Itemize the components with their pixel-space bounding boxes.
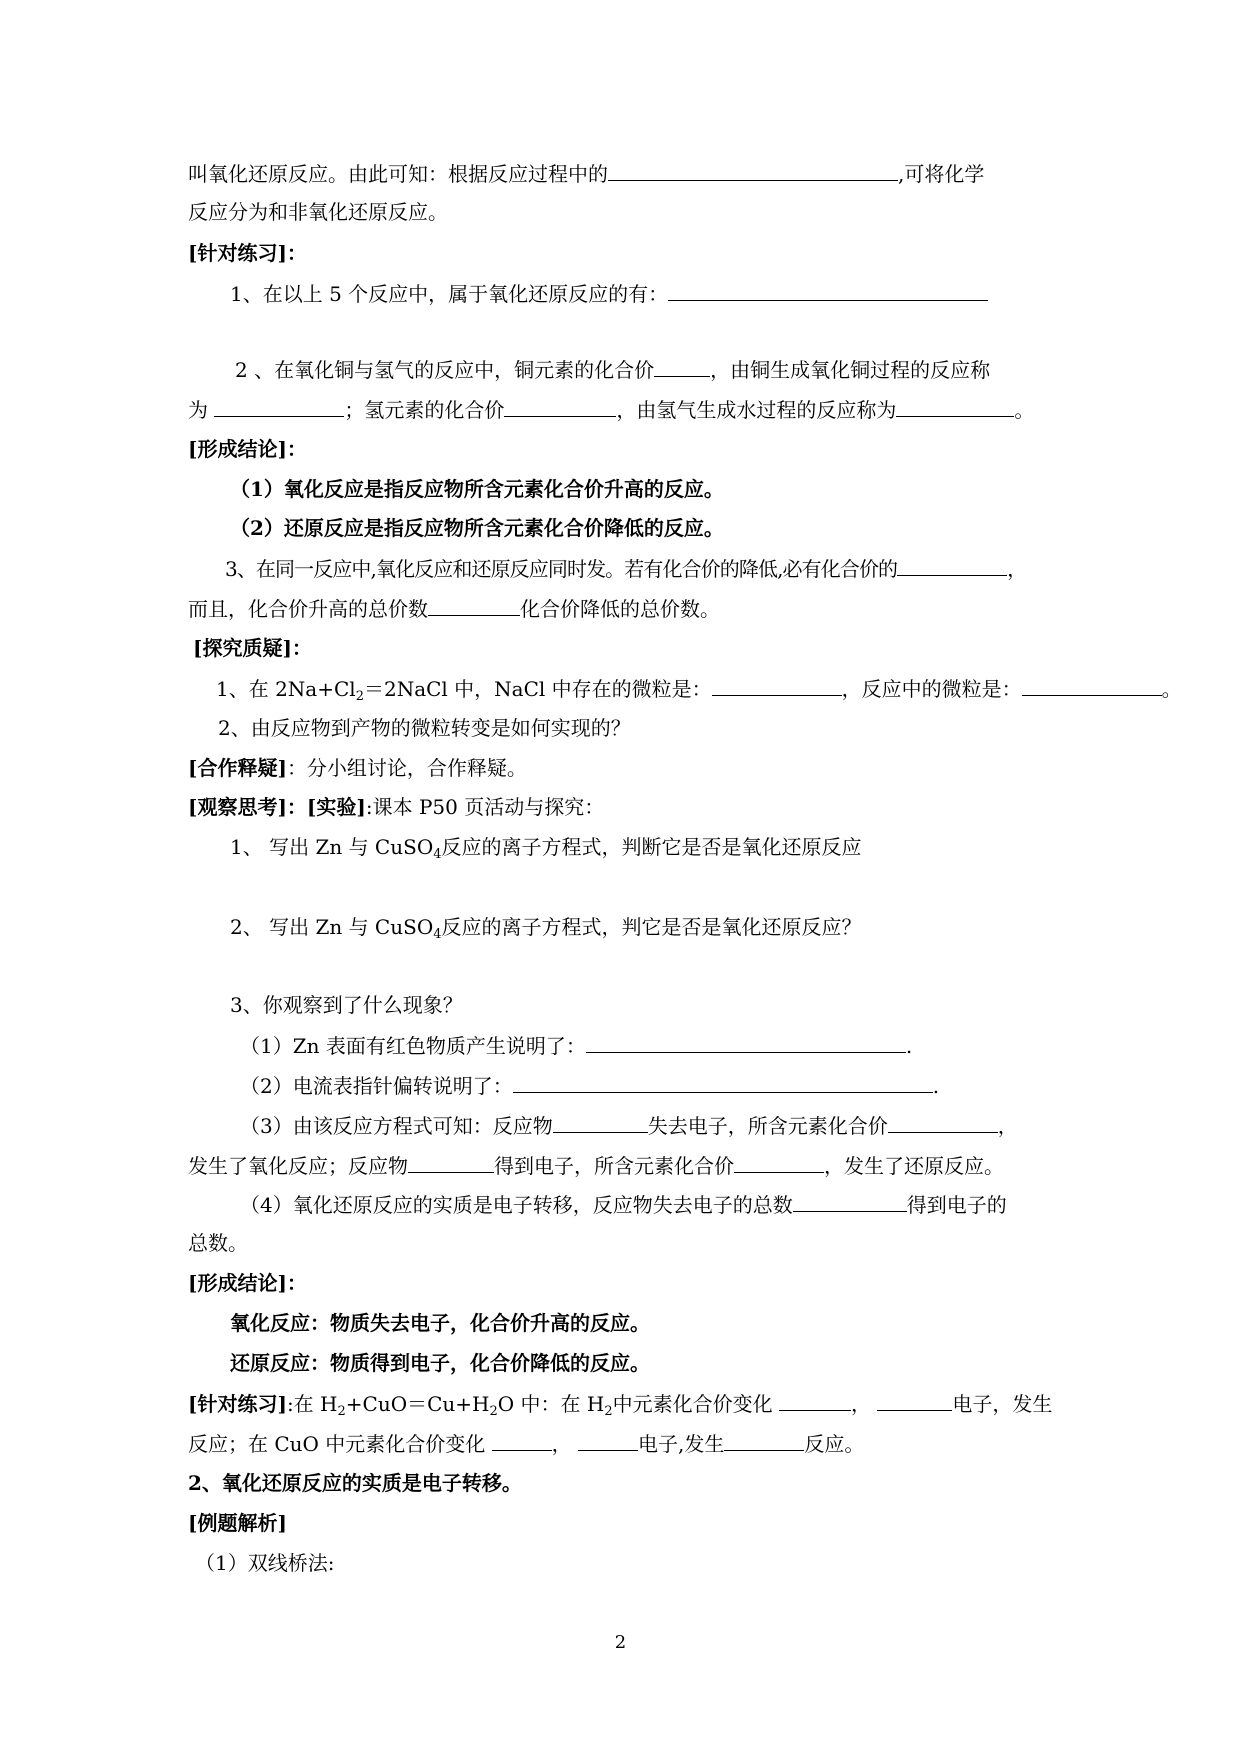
text-line: 总数。	[188, 1231, 248, 1255]
text-line: 反应；在 CuO 中元素化合价变化 ， 电子,发生 反应。	[188, 1432, 865, 1456]
fill-blank	[504, 396, 616, 417]
text-line: 3、你观察到了什么现象？	[230, 993, 463, 1017]
text-line: [针对练习]:在 $H_2+CuO=Cu+H_2O$ 中：在 $H_2$中元素化合价变化 ， 电子，发生	[188, 1392, 1053, 1419]
text-line: 1、在 $2Na+Cl_2=2NaCl$ 中，NaCl 中存在的微粒是： ，反应中的微粒是： 。	[216, 677, 1182, 704]
fill-blank	[428, 595, 520, 616]
fill-blank	[408, 1152, 494, 1173]
section-heading: [例题解析]	[188, 1511, 287, 1535]
fill-blank	[712, 675, 842, 696]
text-line: 1、 写出 Zn 与 CuSO$_4$反应的离子方程式，判断它是否是氧化还原反应	[230, 835, 862, 862]
section-heading: [形成结论]：	[188, 437, 307, 461]
conclusion-line: 还原反应：物质得到电子，化合价降低的反应。	[230, 1351, 650, 1375]
section-heading: 2、氧化还原反应的实质是电子转移。	[188, 1471, 522, 1495]
text-line: 2、由反应物到产物的微粒转变是如何实现的？	[218, 716, 631, 740]
fill-blank	[896, 396, 1014, 417]
fill-blank	[553, 1112, 648, 1133]
text-line: 2、 写出 Zn 与 CuSO$_4$反应的离子方程式，判它是否是氧化还原反应？	[230, 915, 862, 942]
fill-blank	[654, 356, 710, 377]
fill-blank	[668, 280, 988, 301]
text-line: （3）由该反应方程式可知：反应物 失去电子，所含元素化合价 ，	[240, 1114, 1018, 1138]
conclusion-line: （2）还原反应是指反应物所含元素化合价降低的反应。	[230, 516, 724, 540]
fill-blank	[724, 1430, 804, 1451]
text-line: [合作释疑]：分小组讨论，合作释疑。	[188, 756, 527, 780]
fill-blank	[897, 555, 1007, 576]
fill-blank	[793, 1191, 907, 1212]
section-heading: [探究质疑]：	[193, 636, 312, 660]
text-line: （1）双线桥法:	[195, 1551, 335, 1575]
text-line: 2 、在氧化铜与氢气的反应中，铜元素的化合价 ，由铜生成氧化铜过程的反应称	[235, 358, 991, 382]
text-line: （4）氧化还原反应的实质是电子转移，反应物失去电子的总数 得到电子的	[240, 1193, 1007, 1217]
text-line: 3、在同一反应中,氧化反应和还原反应同时发。若有化合价的降低,必有化合价的 ，	[225, 557, 1027, 581]
section-heading: [形成结论]：	[188, 1271, 307, 1295]
fill-blank	[608, 160, 898, 181]
text-line: [观察思考]：[实验]:课本 P50 页活动与探究：	[188, 795, 605, 819]
fill-blank	[578, 1430, 638, 1451]
page-number: 2	[614, 1632, 627, 1653]
conclusion-line: （1）氧化反应是指反应物所含元素化合价升高的反应。	[230, 477, 724, 501]
fill-blank	[492, 1430, 552, 1451]
fill-blank	[779, 1390, 851, 1411]
fill-blank	[1022, 675, 1162, 696]
text-line: （2）电流表指针偏转说明了： .	[240, 1074, 940, 1098]
fill-blank	[214, 396, 344, 417]
section-heading: [针对练习]：	[188, 241, 307, 265]
fill-blank	[586, 1032, 906, 1053]
fill-blank	[888, 1112, 998, 1133]
text-line: 为 ；氢元素的化合价 ，由氢气生成水过程的反应称为 。	[188, 398, 1035, 422]
fill-blank	[877, 1390, 952, 1411]
text-line: 反应分为和非氧化还原反应。	[188, 200, 448, 224]
text-line: （1）Zn 表面有红色物质产生说明了： .	[240, 1034, 913, 1058]
fill-blank	[513, 1072, 933, 1093]
conclusion-line: 氧化反应：物质失去电子，化合价升高的反应。	[230, 1311, 650, 1335]
text-line: 而且，化合价升高的总价数 化合价降低的总价数。	[188, 597, 720, 621]
text-line: 1、在以上 5 个反应中，属于氧化还原反应的有：	[230, 280, 988, 307]
text-line: 叫氧化还原反应。由此可知：根据反应过程中的 ,可将化学	[188, 162, 985, 186]
fill-blank	[734, 1152, 824, 1173]
text-line: 发生了氧化反应；反应物 得到电子，所含元素化合价 ，发生了还原反应。	[188, 1154, 1004, 1178]
